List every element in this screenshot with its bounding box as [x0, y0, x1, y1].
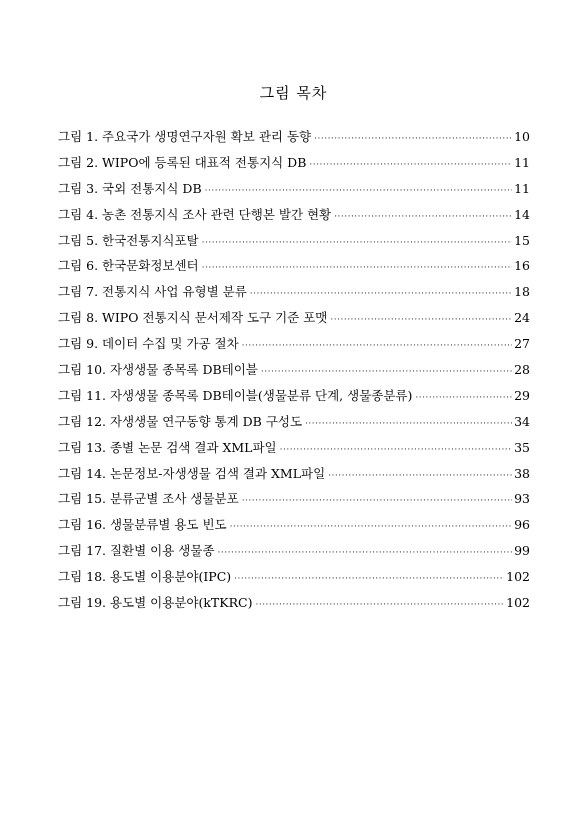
entry-page-number: 93 [514, 491, 530, 507]
dot-leader [309, 160, 512, 170]
toc-entry[interactable] [58, 256, 530, 282]
entry-page-number: 28 [514, 362, 530, 378]
toc-entry[interactable] [58, 489, 530, 515]
entry-label: 그림 12. 자생생물 연구동향 통계 DB 구성도 [58, 413, 303, 429]
dot-leader [305, 419, 512, 429]
dot-leader [328, 471, 512, 481]
entry-page-number: 34 [514, 413, 530, 429]
entry-label: 그림 2. WIPO에 등록된 대표적 전통지식 DB [58, 154, 307, 170]
toc-entry[interactable] [58, 360, 530, 386]
entry-page-number: 11 [514, 154, 530, 170]
dot-leader [250, 289, 512, 299]
dot-leader [205, 186, 512, 196]
toc-entry[interactable] [58, 153, 530, 179]
dot-leader [314, 134, 512, 144]
entry-label: 그림 16. 생물분류별 용도 빈도 [58, 517, 227, 533]
dot-leader [218, 548, 513, 558]
entry-page-number: 10 [514, 129, 530, 144]
toc-entry[interactable] [58, 567, 530, 593]
entry-label: 그림 9. 데이터 수집 및 가공 절차 [58, 336, 239, 352]
entry-label: 그림 4. 농촌 전통지식 조사 관련 단행본 발간 현황 [58, 206, 332, 222]
dot-leader [234, 574, 504, 584]
entry-page-number: 35 [514, 439, 530, 455]
toc-entry[interactable] [58, 386, 530, 412]
entry-page-number: 102 [506, 569, 530, 585]
figure-list [58, 127, 530, 619]
entry-page-number: 102 [506, 595, 530, 611]
entry-label: 그림 15. 분류군별 조사 생물분포 [58, 491, 239, 507]
toc-entry[interactable] [58, 464, 530, 490]
entry-page-number: 15 [514, 232, 530, 248]
entry-label: 그림 18. 용도별 이용분야(IPC) [58, 569, 232, 585]
entry-page-number: 24 [514, 310, 530, 326]
toc-entry[interactable] [58, 231, 530, 257]
entry-label: 그림 5. 한국전통지식포탈 [58, 232, 199, 248]
dot-leader [242, 341, 512, 351]
entry-label: 그림 10. 자생생물 종목록 DB테이블 [58, 362, 258, 378]
toc-entry[interactable] [58, 282, 530, 308]
dot-leader [202, 238, 512, 248]
toc-entry[interactable] [58, 593, 530, 619]
entry-page-number: 38 [514, 465, 530, 481]
toc-entry[interactable] [58, 515, 530, 541]
toc-entry[interactable] [58, 308, 530, 334]
entry-page-number: 16 [514, 258, 530, 274]
entry-label: 그림 1. 주요국가 생명연구자원 확보 관리 동향 [58, 129, 312, 144]
entry-label: 그림 3. 국외 전통지식 DB [58, 180, 202, 196]
entry-page-number: 99 [514, 543, 530, 559]
dot-leader [230, 522, 512, 532]
entry-page-number: 96 [514, 517, 530, 533]
entry-label: 그림 7. 전통지식 사업 유형별 분류 [58, 284, 247, 300]
entry-label: 그림 13. 종별 논문 검색 결과 XML파일 [58, 439, 277, 455]
entry-label: 그림 11. 자생생물 종목록 DB테이블(생물분류 단계, 생물종분류) [58, 387, 413, 403]
entry-page-number: 14 [514, 206, 530, 222]
entry-label: 그림 17. 질환별 이용 생물종 [58, 543, 215, 559]
entry-label: 그림 8. WIPO 전통지식 문서제작 도구 기준 포맷 [58, 310, 328, 326]
dot-leader [330, 315, 512, 325]
toc-entry[interactable] [58, 541, 530, 567]
dot-leader [242, 496, 512, 506]
entry-label: 그림 14. 논문정보-자생생물 검색 결과 XML파일 [58, 465, 326, 481]
entry-page-number: 27 [514, 336, 530, 352]
toc-entry[interactable] [58, 412, 530, 438]
entry-label: 그림 19. 용도별 이용분야(kTKRC) [58, 595, 253, 611]
entry-label: 그림 6. 한국문화정보센터 [58, 258, 199, 274]
dot-leader [202, 263, 512, 273]
entry-page-number: 29 [514, 387, 530, 403]
toc-entry[interactable] [58, 438, 530, 464]
toc-entry[interactable] [58, 334, 530, 360]
entry-page-number: 11 [514, 180, 530, 196]
toc-entry[interactable] [58, 205, 530, 231]
dot-leader [334, 212, 512, 222]
dot-leader [415, 393, 512, 403]
dot-leader [280, 445, 512, 455]
toc-entry[interactable] [58, 127, 530, 153]
dot-leader [255, 600, 504, 610]
toc-entry[interactable] [58, 179, 530, 205]
entry-page-number: 18 [514, 284, 530, 300]
page-title: 그림 목차 [259, 84, 328, 102]
dot-leader [261, 367, 512, 377]
